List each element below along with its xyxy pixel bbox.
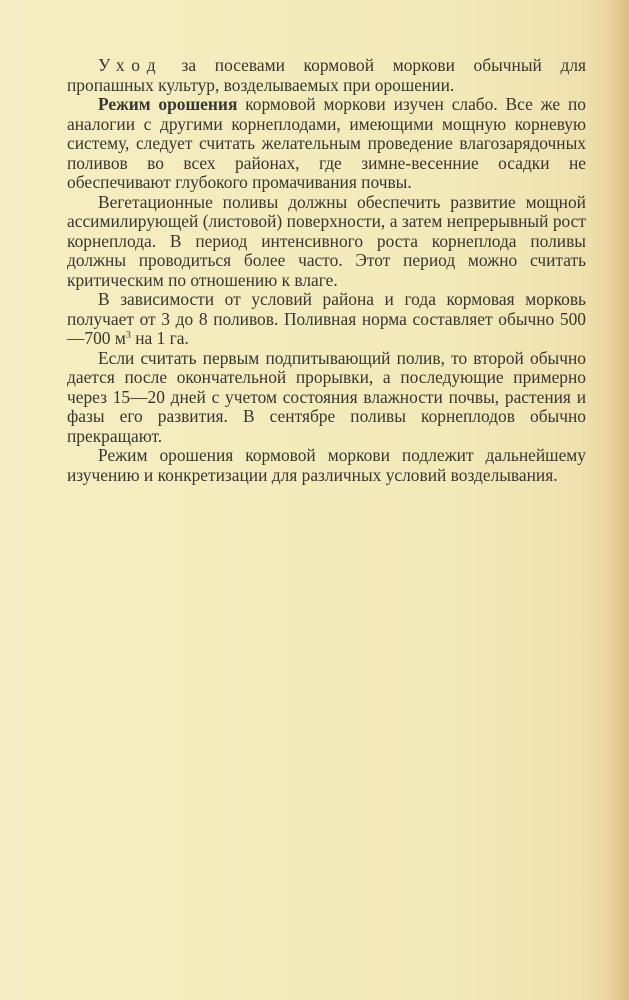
paragraph-irrigation-regime bbox=[67, 95, 586, 193]
paragraph-further-study bbox=[67, 446, 586, 485]
bold-lead-term: Режим орошения bbox=[98, 94, 238, 114]
paragraph-text: В зависимости от условий района и года кормовая морковь получает от 3 до 8 поливов. Поливная норма составляет обычно 500—700 м bbox=[67, 289, 586, 348]
superscript-cubic: 3 bbox=[125, 330, 131, 341]
paragraph-irrigation-schedule bbox=[67, 349, 586, 447]
paragraph-text: Если считать первым подпитывающий полив, то второй обычно дается после окончательной прорывки, а последующие примерно через 15—20 дней с учетом состояния влажности почвы, растения и фазы его развития. В сентябре поливы корнеплодов обычно прекращают. bbox=[67, 347, 586, 446]
paragraph-text: кормовой моркови изучен слабо. Все же по аналогии с другими корнеплодами, имеющими мощную корневую систему, следует считать желательным проведение влагозарядочных поливов во всех районах, где зимне-весенние осадки не обеспечивают глубокого промачивания почвы. bbox=[67, 94, 586, 192]
paragraph-care bbox=[67, 56, 586, 95]
paragraph-text: Вегетационные поливы должны обеспечить развитие мощной ассимилирующей (листовой) поверхности, а затем непрерывный рост корнеплода. В период интенсивного роста корнеплода поливы должны проводиться более часто. Этот период можно считать критическим по отношению к влаге. bbox=[67, 191, 586, 290]
paragraph-text-tail: на 1 га. bbox=[130, 328, 189, 348]
spaced-lead-word: Уход bbox=[98, 55, 163, 75]
paragraph-irrigation-count bbox=[67, 290, 586, 349]
paragraph-text: за посевами кормовой моркови обычный для пропашных культур, возделываемых при орошении. bbox=[67, 55, 586, 95]
text-body bbox=[67, 56, 586, 485]
paragraph-text: Режим орошения кормовой моркови подлежит дальнейшему изучению и конкретизации для различных условий возделывания. bbox=[67, 445, 586, 485]
paragraph-vegetation-irrigation bbox=[67, 193, 586, 291]
